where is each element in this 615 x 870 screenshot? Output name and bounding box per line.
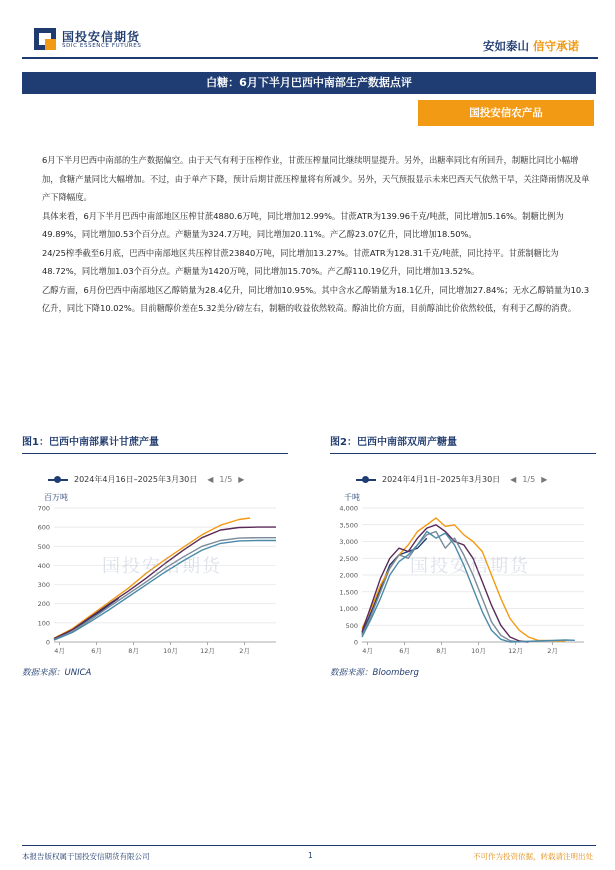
footer-divider [22,845,596,846]
figure-2-chart [330,500,596,660]
page-header [0,0,615,60]
y-tick-label: 1,500 [339,588,358,597]
y-tick-label: 2,500 [339,554,358,563]
legend-next-icon[interactable]: ▶ [238,475,245,484]
y-tick-label: 3,500 [339,521,358,530]
y-tick-label: 100 [37,619,50,628]
footer-disclaimer: 不可作为投资依据，转载请注明出处 [473,852,593,861]
logo-text: 国投安信期货 [62,30,141,44]
legend-label: 2024年4月16日–2025年3月30日 [74,475,198,484]
legend-prev-icon[interactable]: ◀ [207,475,214,484]
x-tick-label: 4月 [362,647,373,655]
paragraph: 6月下半月巴西中南部的生产数据偏空。由于天气有利于压榨作业，甘蔗压榨量同比继续明显提升。另外，出糖率同比有所回升，制糖比同比小幅增加，食糖产量同比大幅增加。不过，由于单产下降，预计后期甘蔗压榨量将有所减少。另外，天气预报显示未来巴西天气依然干旱，关注降雨情况及单产下降幅度。 [42,155,590,202]
y-tick-label: 2,000 [339,571,358,580]
y-tick-label: 4,000 [339,504,358,513]
y-tick-label: 400 [37,561,50,570]
figure-1-unit: 百万吨 [44,493,68,502]
y-tick-label: 500 [37,542,50,551]
x-tick-label: 4月 [54,647,65,655]
slogan-part-b: 信守承诺 [533,39,579,53]
figure-1-chart [22,500,288,660]
y-tick-label: 600 [37,523,50,532]
x-tick-label: 6月 [91,647,102,655]
report-body [42,151,594,318]
y-tick-label: 700 [37,504,50,513]
y-tick-label: 0 [45,638,50,647]
page-number: 1 [308,851,313,860]
legend-prev-icon[interactable]: ◀ [510,475,517,484]
y-tick-label: 500 [345,621,358,630]
y-tick-label: 300 [37,581,50,590]
report-title: 白糖：6月下半月巴西中南部生产数据点评 [22,72,596,94]
logo-subtext: SDIC ESSENCE FUTURES [62,43,142,49]
figure-2-legend[interactable] [356,474,547,485]
x-tick-label: 6月 [399,647,410,655]
figure-2-source: 数据来源：Bloomberg [330,668,419,678]
paragraph: 乙醇方面，6月份巴西中南部地区乙醇销量为28.4亿升，同比增加10.95%。其中含水乙醇销量为18.1亿升，同比增加27.84%；无水乙醇销量为10.3亿升，同比下降10.02%。目前糖醇价差在5.32美分/磅左右，制糖的收益依然较高。醇油比价方面，目前醇油比价依然较低，有利于乙醇的消费。 [42,284,590,313]
x-tick-label: 2月 [239,647,250,655]
watermark: 国投安信期货 [410,556,530,577]
category-badge: 国投安信农产品 [418,100,594,126]
x-tick-label: 10月 [163,647,178,655]
watermark: 国投安信期货 [102,556,222,577]
y-tick-label: 0 [353,638,358,647]
series-line-1 [362,518,566,641]
footer-copyright: 本报告版权属于国投安信期货有限公司 [22,852,150,861]
figure-1-legend[interactable] [48,474,244,485]
logo-icon [34,28,56,50]
figure-1-rule [22,453,288,454]
legend-next-icon[interactable]: ▶ [541,475,548,484]
figure-1-source: 数据来源：UNICA [22,668,92,678]
legend-marker-icon [48,479,68,481]
paragraph: 具体来看，6月下半月巴西中南部地区压榨甘蔗4880.6万吨，同比增加12.99%。甘蔗ATR为139.96千克/吨蔗，同比增加5.16%。制糖比例为49.89%，同比增加0.53个百分点。产糖量为324.7万吨，同比增加20.11%。产乙醇23.07亿升，同比增加18.50%。 [42,210,564,239]
slogan [483,38,579,54]
x-tick-label: 10月 [471,647,486,655]
slogan-part-a: 安如泰山 [483,39,529,53]
legend-marker-icon [356,479,376,481]
y-tick-label: 200 [37,600,50,609]
figure-1-title: 图1：巴西中南部累计甘蔗产量 [22,437,159,448]
figure-2-rule [330,453,596,454]
x-tick-label: 12月 [200,647,215,655]
figure-2-title: 图2：巴西中南部双周产糖量 [330,437,457,448]
header-divider [22,57,598,59]
x-tick-label: 2月 [547,647,558,655]
paragraph: 24/25榨季截至6月底，巴西中南部地区共压榨甘蔗23840万吨，同比增加13.27%。甘蔗ATR为128.31千克/吨蔗，同比持平。甘蔗制糖比为48.72%，同比增加1.03个百分点。产糖量为1420万吨，同比增加15.70%。产乙醇110.19亿升，同比增加13.52%。 [42,247,559,276]
x-tick-label: 12月 [508,647,523,655]
legend-pager: 1/5 [219,475,233,484]
y-tick-label: 3,000 [339,538,358,546]
figure-2-unit: 千吨 [344,493,360,502]
x-tick-label: 8月 [436,647,447,655]
y-tick-label: 1,000 [339,605,358,613]
legend-label: 2024年4月1日–2025年3月30日 [382,475,501,484]
x-tick-label: 8月 [128,647,139,655]
legend-pager: 1/5 [522,475,536,484]
